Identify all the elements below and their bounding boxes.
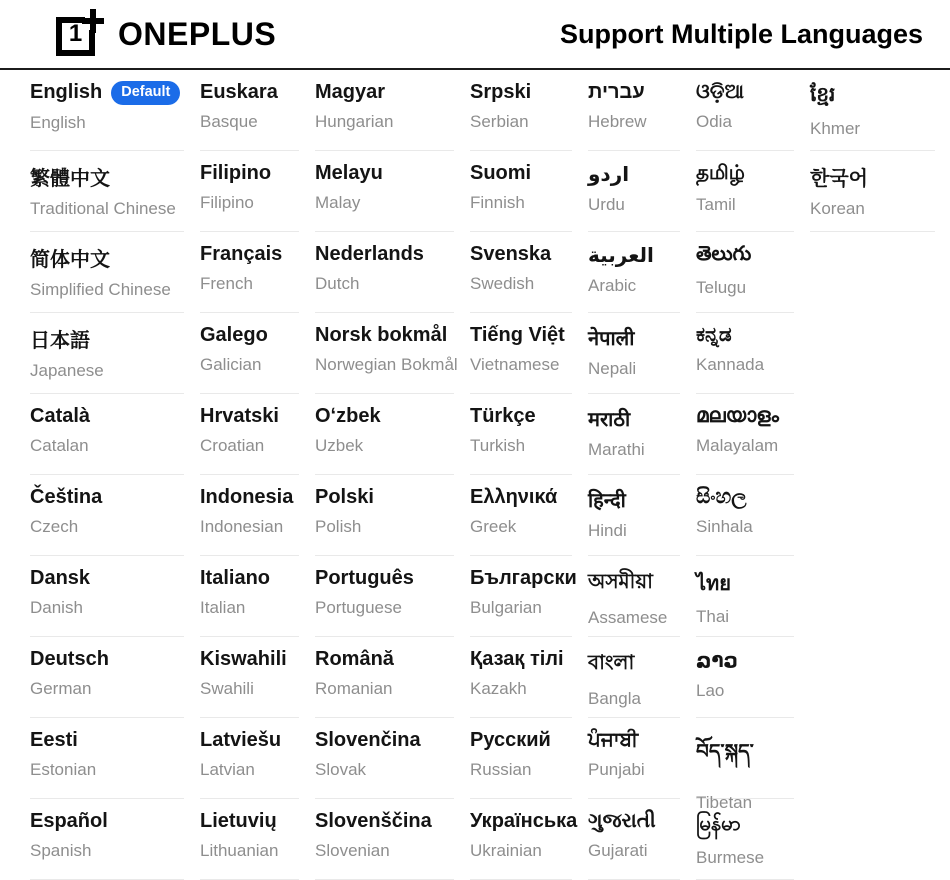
language-native-name: Українська [470,810,578,832]
language-native-name: Lietuvių [200,810,277,832]
language-item[interactable] [470,556,577,637]
language-item[interactable] [588,232,680,313]
language-english-name: Catalan [30,436,89,455]
language-native-row [200,243,299,266]
language-item[interactable] [30,313,184,394]
language-native-name: Latviešu [200,729,282,751]
language-item[interactable] [30,232,184,313]
language-item[interactable] [315,475,454,556]
language-english-name: Hebrew [588,112,647,131]
language-native-name: Indonesia [200,486,294,508]
language-native-name: Tiếng Việt [470,324,565,346]
language-item[interactable] [470,637,572,718]
language-native-name: Slovenčina [315,729,421,751]
language-native-row [470,243,572,266]
language-native-row [588,81,680,104]
language-native-row [588,162,680,187]
language-english-name: English [30,112,86,132]
language-native-row [696,405,794,428]
language-native-row [588,324,680,351]
language-english-name: Greek [470,517,517,536]
language-native-row [30,486,184,509]
language-native-name: Қазақ тілі [470,648,564,670]
language-native-row [588,486,680,513]
language-english-name: Bulgarian [470,598,542,617]
language-english-name: Ukrainian [470,841,542,860]
language-english-name: Serbian [470,112,529,131]
language-native-name: བོད་སྐད་ [696,741,754,763]
language-native-row [315,648,454,671]
language-native-name: Slovenščina [315,810,432,832]
language-native-name: Deutsch [30,648,109,670]
language-native-row [810,81,935,111]
language-native-name: বাংলা [588,652,635,674]
language-english-name: Traditional Chinese [30,199,176,218]
language-english-name: German [30,679,92,698]
language-english-name: Vietnamese [470,355,560,374]
language-item[interactable] [315,232,454,313]
language-english-name: Czech [30,517,79,536]
language-native-row [200,810,299,833]
language-item[interactable] [696,637,794,718]
language-english-name: Kazakh [470,679,527,698]
language-english-name: Hungarian [315,112,394,131]
language-native-row [588,810,680,833]
logo-plus-icon [82,18,104,24]
language-english-name: Slovenian [315,841,390,860]
language-native-name: 简体中文 [30,249,110,271]
language-item[interactable] [315,313,458,394]
language-native-name: Eesti [30,729,78,751]
language-native-row [470,729,572,752]
language-english-name: Tamil [696,195,736,214]
language-native-row [315,405,454,428]
language-native-row [30,405,184,428]
language-native-name: Русский [470,729,551,751]
language-item[interactable] [470,475,572,556]
language-native-name: සිංහල [696,486,747,508]
language-native-row [200,324,299,347]
language-native-name: ລາວ [696,650,738,672]
language-english-name: Swedish [470,274,535,293]
language-item[interactable] [200,313,299,394]
language-english-name: Gujarati [588,841,648,860]
language-native-name: 한국어 [810,168,868,190]
language-english-name: Khmer [810,119,861,138]
language-native-name: اردو [588,164,630,186]
language-item[interactable] [315,637,454,718]
language-native-row [470,567,577,590]
language-item[interactable] [315,718,454,799]
language-english-name: Korean [810,199,865,218]
language-item[interactable] [470,718,572,799]
language-native-row [30,810,184,833]
language-item[interactable] [200,799,299,880]
language-native-row [470,648,572,671]
page-title: Support Multiple Languages [560,18,923,49]
language-native-name: Română [315,648,394,670]
language-item[interactable] [696,799,794,880]
language-item[interactable] [588,394,680,475]
language-native-name: Galego [200,324,268,346]
language-item[interactable] [696,475,794,556]
language-native-row [30,567,184,590]
language-item[interactable] [470,70,572,151]
language-native-name: ગુજરાતી [588,810,656,832]
language-english-name: Assamese [588,608,668,627]
language-item[interactable] [810,70,935,151]
language-native-row [200,486,299,509]
language-native-name: Türkçe [470,405,536,427]
language-english-name: Marathi [588,440,645,459]
language-item[interactable] [470,799,578,880]
language-item[interactable] [315,799,454,880]
language-native-row [315,243,454,266]
language-english-name: Odia [696,112,732,131]
language-item[interactable] [470,313,572,394]
language-native-name: తెలుగు [696,243,752,265]
language-item[interactable] [200,718,299,799]
language-native-row [810,162,935,191]
language-native-name: ไทย [696,573,731,595]
language-item[interactable] [200,637,299,718]
language-english-name: Uzbek [315,436,364,455]
language-native-name: Euskara [200,81,278,103]
language-native-row [315,567,454,590]
language-item[interactable] [588,799,680,880]
language-english-name: Russian [470,760,532,779]
language-english-name: Estonian [30,760,97,779]
language-native-name: Filipino [200,162,272,184]
language-native-name: Ελληνικά [470,486,558,508]
language-item[interactable] [315,151,454,232]
language-native-row [470,81,572,104]
language-native-row [315,729,454,752]
language-native-row [200,567,299,590]
language-english-name: Romanian [315,679,393,698]
language-item[interactable] [470,232,572,313]
language-native-name: Português [315,567,414,589]
language-native-name: ਪੰਜਾਬੀ [588,729,639,751]
language-native-row [200,729,299,752]
language-item[interactable] [588,637,680,718]
logo-digit: 1 [68,20,83,47]
language-native-name: ଓଡ଼ିଆ [696,81,744,103]
language-english-name: Simplified Chinese [30,280,171,299]
language-native-name: मराठी [588,409,631,431]
language-item[interactable] [200,556,299,637]
language-native-name: ខ្មែរ [810,84,836,106]
language-native-row [30,81,184,105]
language-native-name: অসমীয়া [588,571,653,593]
language-english-name: Italian [200,598,246,617]
language-english-name: Latvian [200,760,255,779]
language-native-name: ಕನ್ನಡ [696,324,732,346]
language-item[interactable] [696,232,794,313]
language-english-name: Tibetan [696,793,753,812]
language-item[interactable] [696,151,794,232]
language-english-name: Portuguese [315,598,402,617]
header [0,0,950,70]
language-native-row [470,486,572,509]
language-native-row [588,405,680,432]
language-native-row [200,405,299,428]
language-native-row [696,810,794,840]
language-native-name: 繁體中文 [30,168,110,190]
language-native-row [315,810,454,833]
language-english-name: Urdu [588,195,625,214]
language-english-name: Basque [200,112,258,131]
default-badge: Default [111,81,180,105]
language-native-name: Nederlands [315,243,424,265]
language-native-name: മലയാളം [696,405,779,427]
language-item[interactable] [30,151,184,232]
language-item[interactable] [696,718,794,812]
oneplus-logo-icon [56,9,108,59]
language-native-name: Hrvatski [200,405,279,427]
language-item[interactable] [30,556,184,637]
language-english-name: Telugu [696,278,747,297]
language-english-name: Finnish [470,193,525,212]
language-native-name: हिन्दी [588,490,626,512]
language-native-row [696,81,794,104]
language-native-name: Български [470,567,577,589]
language-english-name: Norwegian Bokmål [315,355,458,374]
language-english-name: Hindi [588,521,627,540]
language-native-name: العربية [588,245,654,267]
language-native-name: မြန်မာ [696,813,741,835]
language-native-name: Srpski [470,81,532,103]
language-item[interactable] [315,556,454,637]
language-english-name: Polish [315,517,362,536]
language-english-name: Kannada [696,355,765,374]
language-native-row [696,486,794,509]
language-english-name: French [200,274,253,293]
language-native-row [200,648,299,671]
language-native-row [30,162,184,191]
language-item[interactable] [30,799,184,880]
language-native-row [588,243,680,268]
language-english-name: Filipino [200,193,254,212]
language-native-name: Italiano [200,567,271,589]
language-english-name: Danish [30,598,83,617]
language-native-row [696,324,794,347]
language-item[interactable] [588,151,680,232]
language-native-row [696,729,794,785]
language-native-row [30,729,184,752]
language-native-name: नेपाली [588,328,635,350]
language-english-name: Swahili [200,679,254,698]
language-native-name: Polski [315,486,374,508]
language-english-name: Lao [696,681,725,700]
language-native-name: Norsk bokmål [315,324,448,346]
language-native-name: Kiswahili [200,648,287,670]
language-english-name: Malay [315,193,361,212]
language-native-name: 日本語 [30,330,90,352]
language-native-row [30,243,184,272]
language-english-name: Japanese [30,361,104,380]
language-item[interactable] [200,394,299,475]
language-english-name: Turkish [470,436,526,455]
language-item[interactable] [696,556,794,637]
language-native-name: Magyar [315,81,386,103]
language-native-row [696,243,794,270]
language-item[interactable] [588,475,680,556]
language-native-row [696,567,794,599]
language-item[interactable] [696,313,794,394]
language-english-name: Burmese [696,848,765,867]
language-native-row [470,405,572,428]
language-native-name: Suomi [470,162,532,184]
language-native-row [696,162,794,187]
language-native-row [588,648,680,681]
language-native-row [588,567,680,600]
language-item[interactable] [810,151,935,232]
language-item[interactable] [30,70,184,151]
language-english-name: Croatian [200,436,265,455]
language-native-row [470,810,578,833]
language-item[interactable] [588,718,680,799]
language-native-row [588,729,680,752]
language-native-row [30,324,184,353]
language-native-name: עברית [588,81,645,103]
language-item[interactable] [696,70,794,151]
language-native-row [315,81,454,104]
language-english-name: Indonesian [200,517,284,536]
language-native-row [30,648,184,671]
language-native-name: Español [30,810,108,832]
language-english-name: Sinhala [696,517,753,536]
language-native-row [470,324,572,347]
language-item[interactable] [470,394,572,475]
language-english-name: Slovak [315,760,367,779]
language-item[interactable] [200,232,299,313]
language-native-name: Català [30,405,91,427]
language-grid [30,70,935,880]
language-item[interactable] [200,475,299,556]
language-item[interactable] [200,151,299,232]
language-native-name: Čeština [30,486,103,508]
language-item[interactable] [588,313,680,394]
brand-name: ONEPLUS [118,15,277,52]
oneplus-brand [56,9,276,59]
language-item[interactable] [30,394,184,475]
language-english-name: Nepali [588,359,637,378]
language-native-name: Oʻzbek [315,405,381,427]
language-native-name: Svenska [470,243,552,265]
language-native-name: English [30,81,103,104]
language-english-name: Dutch [315,274,360,293]
language-item[interactable] [588,556,680,637]
language-item[interactable] [315,394,454,475]
language-item[interactable] [315,70,454,151]
language-english-name: Punjabi [588,760,645,779]
language-item[interactable] [200,70,299,151]
language-item[interactable] [30,718,184,799]
language-english-name: Lithuanian [200,841,279,860]
language-native-name: தமிழ் [696,162,745,184]
language-native-name: Dansk [30,567,91,589]
language-english-name: Arabic [588,276,637,295]
language-item[interactable] [696,394,794,475]
language-english-name: Malayalam [696,436,779,455]
language-item[interactable] [588,70,680,151]
language-native-row [696,648,794,673]
language-native-row [315,486,454,509]
language-item[interactable] [30,475,184,556]
language-native-row [200,81,299,104]
language-native-name: Français [200,243,283,265]
language-english-name: Galician [200,355,262,374]
language-native-row [315,162,454,185]
language-native-row [315,324,454,347]
language-item[interactable] [470,151,572,232]
language-english-name: Bangla [588,689,641,708]
language-native-row [200,162,299,185]
language-native-row [470,162,572,185]
language-english-name: Thai [696,607,730,626]
language-item[interactable] [30,637,184,718]
language-native-name: Melayu [315,162,383,184]
language-english-name: Spanish [30,841,92,860]
